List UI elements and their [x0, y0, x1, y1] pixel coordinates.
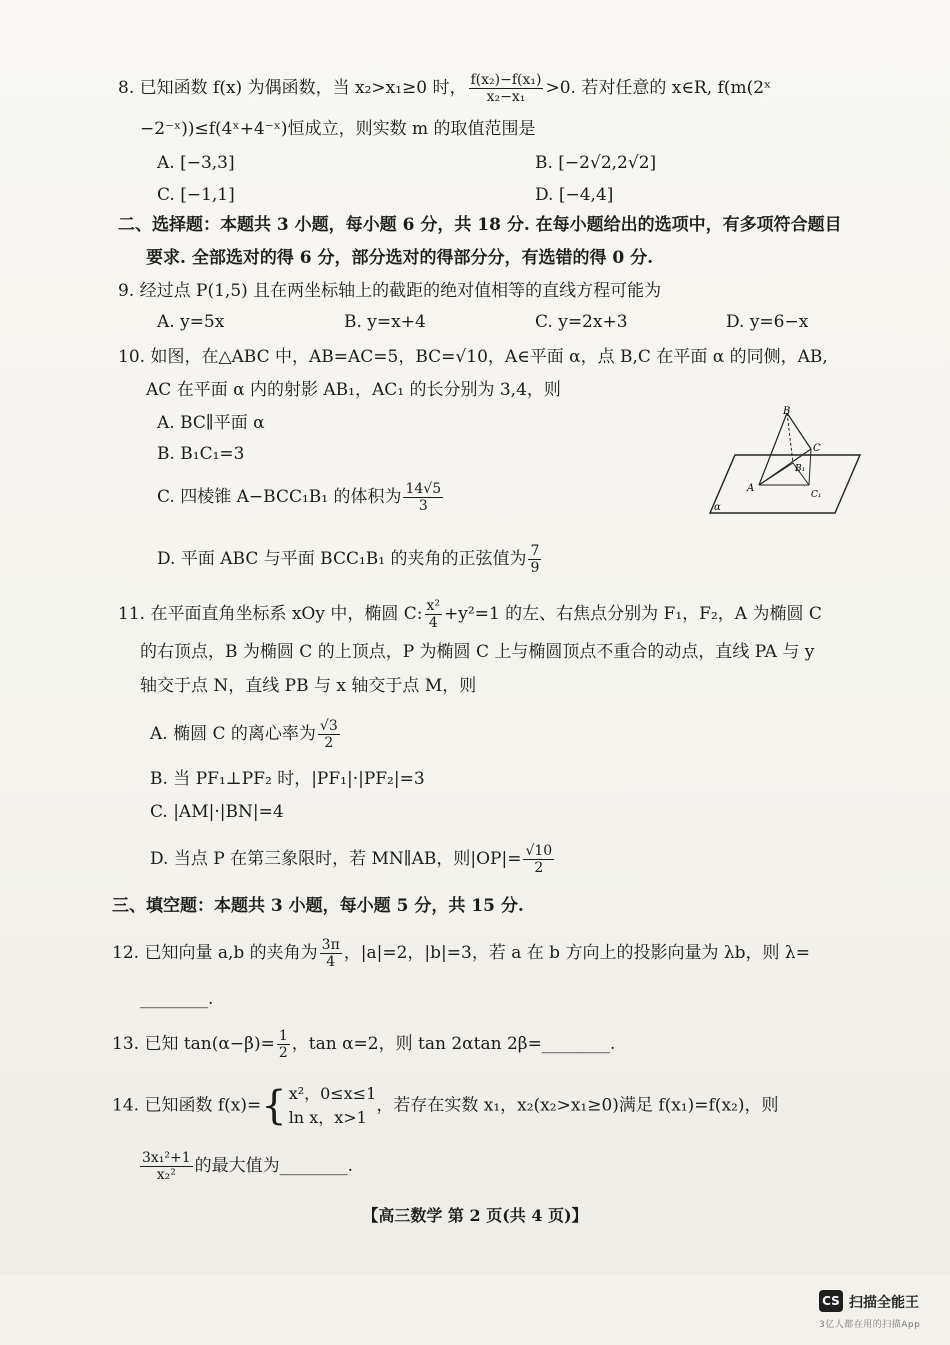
- q11-line3: 轴交于点 N，直线 PB 与 x 轴交于点 M，则: [140, 676, 477, 696]
- q12-angle-fraction: [320, 937, 342, 970]
- q11-option-a: [150, 718, 342, 751]
- cs-logo-icon: CS: [819, 1290, 843, 1312]
- q8-option-b: B. [−2√2,2√2]: [535, 153, 657, 173]
- q11-option-b: B. 当 PF₁⊥PF₂ 时，|PF₁|·|PF₂|=3: [150, 769, 425, 789]
- q11-option-d-fraction: [523, 843, 554, 876]
- label-C1: C₁: [811, 490, 822, 500]
- q8-line2: −2⁻ˣ))≤f(4ˣ+4⁻ˣ)恒成立，则实数 m 的取值范围是: [140, 119, 536, 139]
- q13-fraction: [277, 1028, 290, 1061]
- q8-frac-num: f(x₂)−f(x₁): [470, 72, 542, 88]
- q11-option-d: [150, 843, 556, 876]
- q9-option-d: D. y=6−x: [726, 312, 809, 332]
- label-A: A: [747, 483, 755, 494]
- q12-stem: [112, 937, 810, 970]
- q14-piecewise: [289, 1082, 377, 1130]
- watermark-name: 扫描全能王: [849, 1295, 919, 1311]
- q14-fraction: [140, 1150, 193, 1183]
- q14-left-brace: {: [261, 1083, 287, 1129]
- q8-stem-part1: 8. 已知函数 f(x) 为偶函数，当 x₂>x₁≥0 时，: [118, 78, 467, 98]
- q8-line1: [118, 72, 771, 105]
- q11-line1-text2: +y²=1 的左、右焦点分别为 F₁，F₂，A 为椭圆 C: [444, 604, 822, 624]
- section3-heading: 三、填空题：本题共 3 小题，每小题 5 分，共 15 分.: [112, 896, 524, 916]
- q9-stem: 9. 经过点 P(1,5) 且在两坐标轴上的截距的绝对值相等的直线方程可能为: [118, 281, 662, 301]
- q11-option-a-den: 2: [324, 735, 334, 751]
- q11-option-a-fraction: [318, 718, 340, 751]
- q9-option-b: B. y=x+4: [344, 312, 426, 332]
- page-footer: 【高三数学 第 2 页(共 4 页)】: [362, 1206, 588, 1225]
- q13-text1: 13. 已知 tan(α−β)=: [112, 1034, 275, 1054]
- q8-option-a: A. [−3,3]: [157, 153, 235, 173]
- q11-line1: [118, 598, 822, 631]
- q14-line2: [138, 1150, 353, 1183]
- label-C: C: [813, 443, 821, 454]
- label-alpha: α: [714, 502, 721, 513]
- q10-option-c-num: 14√5: [405, 481, 442, 497]
- q13-num: 1: [278, 1028, 288, 1044]
- q13-den: 2: [278, 1045, 288, 1061]
- q11-option-d-text: D. 当点 P 在第三象限时，若 MN∥AB，则|OP|=: [150, 849, 522, 869]
- edge-AB1: [759, 463, 793, 485]
- q10-option-c: [157, 481, 445, 514]
- q10-option-d-den: 9: [530, 560, 540, 576]
- q14-frac-den: x₂²: [156, 1167, 176, 1183]
- q11-ellipse-fraction: [425, 598, 443, 631]
- q11-option-d-num: √10: [525, 843, 553, 859]
- q10-option-d-num: 7: [530, 543, 540, 559]
- q14-case2: ln x，x>1: [288, 1108, 367, 1127]
- q11-line1-text: 11. 在平面直角坐标系 xOy 中，椭圆 C:: [118, 604, 423, 624]
- q13-stem: [112, 1028, 615, 1061]
- q8-option-c: C. [−1,1]: [157, 185, 235, 205]
- q11-option-a-text: A. 椭圆 C 的离心率为: [150, 724, 316, 744]
- q12-text2: ，|a|=2，|b|=3，若 a 在 b 方向上的投影向量为 λb，则 λ=: [343, 943, 810, 963]
- q10-option-c-den: 3: [418, 498, 428, 514]
- q10-line1: 10. 如图，在△ABC 中，AB=AC=5，BC=√10，A∈平面 α，点 B,C 在平面 α 的同侧，AB,: [118, 347, 828, 367]
- q14-case1: x²，0≤x≤1: [288, 1084, 377, 1103]
- q10-option-b: B. B₁C₁=3: [157, 444, 245, 464]
- q14-frac-num: 3x₁²+1: [142, 1150, 191, 1166]
- watermark-subtitle: 3亿人都在用的扫描App: [819, 1320, 921, 1330]
- q10-option-d-fraction: [528, 543, 541, 576]
- q10-line2: AC 在平面 α 内的射影 AB₁，AC₁ 的长分别为 3,4，则: [146, 380, 561, 400]
- q12-answer-blank: ________.: [140, 989, 214, 1009]
- q9-option-a: A. y=5x: [157, 312, 225, 332]
- q11-ellipse-den: 4: [428, 615, 438, 631]
- edge-AB: [759, 413, 787, 485]
- q8-option-d: D. [−4,4]: [535, 185, 614, 205]
- label-B: B: [783, 406, 791, 417]
- q8-frac-den: x₂−x₁: [486, 89, 526, 105]
- q12-angle-den: 4: [326, 954, 336, 970]
- q13-text2: ，tan α=2，则 tan 2αtan 2β=________.: [291, 1034, 616, 1054]
- q10-option-c-text: C. 四棱锥 A−BCC₁B₁ 的体积为: [157, 487, 402, 507]
- q10-option-d-text: D. 平面 ABC 与平面 BCC₁B₁ 的夹角的正弦值为: [157, 549, 527, 569]
- q8-fraction: [469, 72, 544, 105]
- q14-stem: [112, 1082, 778, 1130]
- q11-option-d-den: 2: [534, 860, 544, 876]
- plane-alpha: [710, 455, 860, 513]
- q11-line2: 的右顶点，B 为椭圆 C 的上顶点，P 为椭圆 C 上与椭圆顶点不重合的动点，直线 PA 与 y: [140, 642, 815, 662]
- q8-stem-part2: >0. 若对任意的 x∈R, f(m(2ˣ: [545, 78, 772, 98]
- q10-option-a: A. BC∥平面 α: [157, 413, 265, 433]
- scanner-watermark: [819, 1290, 944, 1332]
- q12-text1: 12. 已知向量 a,b 的夹角为: [112, 943, 318, 963]
- q11-option-a-num: √3: [319, 718, 338, 734]
- q11-option-c: C. |AM|·|BN|=4: [150, 802, 284, 822]
- q9-option-c: C. y=2x+3: [535, 312, 628, 332]
- q12-angle-num: 3π: [321, 937, 340, 953]
- section2-heading: 二、选择题：本题共 3 小题，每小题 6 分，共 18 分. 在每小题给出的选项中，有多项符合题目: [118, 215, 842, 235]
- q14-tail: 的最大值为________.: [194, 1156, 354, 1176]
- q10-option-c-fraction: [403, 481, 443, 514]
- q10-geometry-figure: [705, 405, 865, 517]
- q11-ellipse-num: x²: [426, 598, 441, 614]
- q10-option-d: [157, 543, 543, 576]
- q14-text2: ，若存在实数 x₁，x₂(x₂>x₁≥0)满足 f(x₁)=f(x₂)，则: [376, 1095, 779, 1116]
- label-B1: B₁: [795, 464, 806, 474]
- section2-heading-cont: 要求. 全部选对的得 6 分，部分选对的得部分分，有选错的得 0 分.: [146, 248, 654, 268]
- q14-text1: 14. 已知函数 f(x)=: [112, 1095, 262, 1116]
